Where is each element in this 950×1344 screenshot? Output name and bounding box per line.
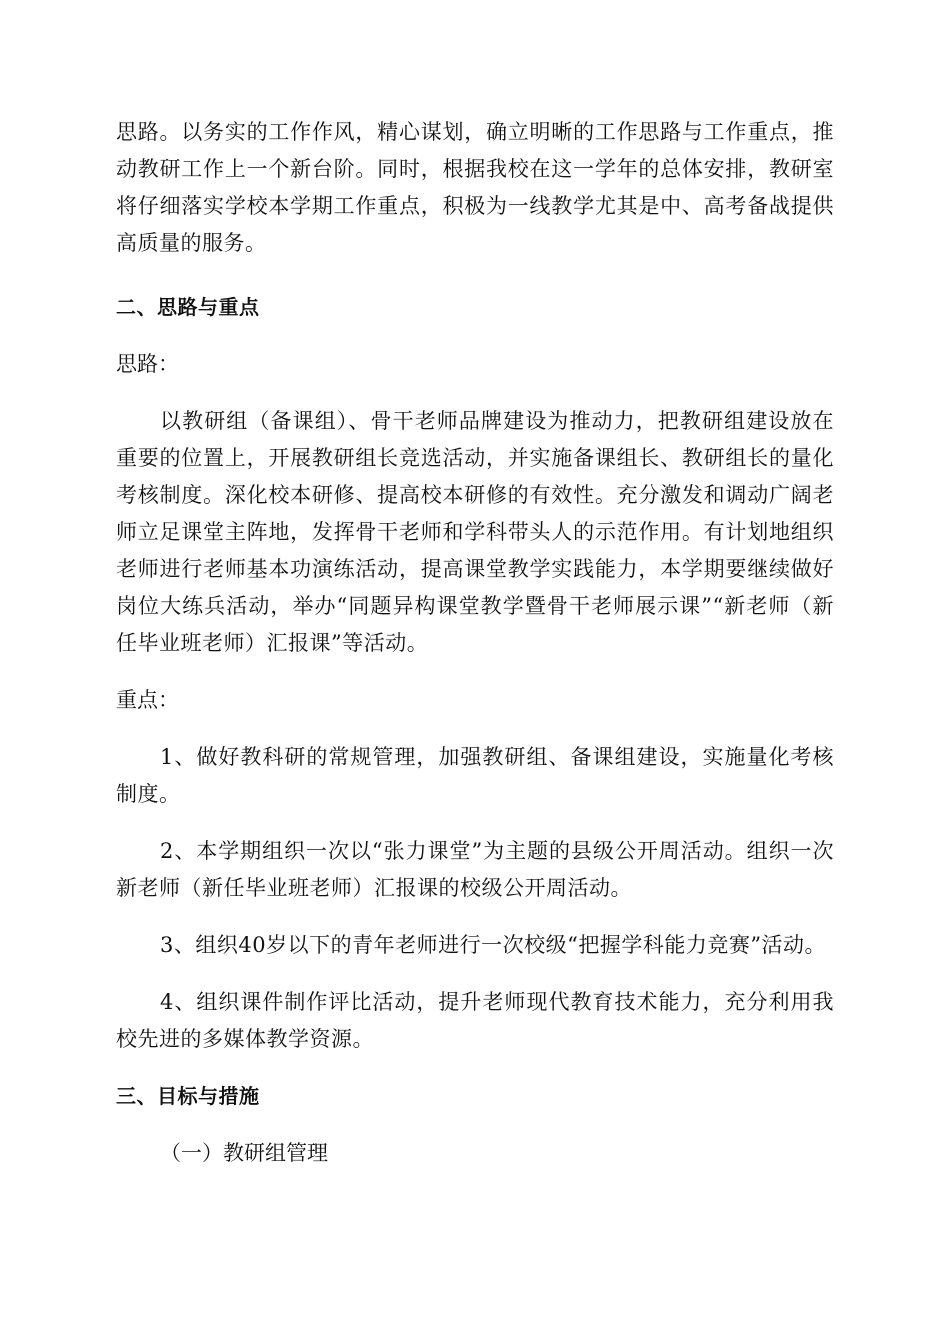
section-heading-goals-and-measures: 三、目标与措施: [116, 1084, 260, 1108]
focus-label: 重点：: [116, 688, 179, 712]
intro-paragraph: 思路。以务实的工作作风，精心谋划，确立明晰的工作思路与工作重点，推动教研工作上一个新台阶。同时，根据我校在这一学年的总体安排，教研室将仔细落实学校本学期工作重点，积极为一线教学尤其是中、高考备战提供高质量的服务。: [116, 120, 834, 255]
focus-item-4: 4、组织课件制作评比活动，提升老师现代教育技术能力，充分利用我校先进的多媒体教学资源。: [116, 990, 834, 1051]
focus-item-1: 1、做好教科研的常规管理，加强教研组、备课组建设，实施量化考核制度。: [116, 745, 834, 806]
document-page: [116, 114, 834, 1172]
section-heading-thinking-and-focus: 二、思路与重点: [116, 295, 260, 319]
focus-item-3: 3、组织40岁以下的青年老师进行一次校级“把握学科能力竞赛”活动。: [160, 933, 827, 957]
subsection-heading-teaching-group-management: （一）教研组管理: [160, 1141, 328, 1165]
thinking-paragraph: 以教研组（备课组）、骨干老师品牌建设为推动力，把教研组建设放在重要的位置上，开展教研组长竞选活动，并实施备课组长、教研组长的量化考核制度。深化校本研修、提高校本研修的有效性。充分激发和调动广阔老师立足课堂主阵地，发挥骨干老师和学科带头人的示范作用。有计划地组织老师进行老师基本功演练活动，提高课堂教学实践能力，本学期要继续做好岗位大练兵活动，举办“同题异构课堂教学暨骨干老师展示课”“新老师（新任毕业班老师）汇报课”等活动。: [116, 409, 834, 655]
thinking-label: 思路：: [116, 352, 179, 376]
focus-item-2: 2、本学期组织一次以“张力课堂”为主题的县级公开周活动。组织一次新老师（新任毕业班老师）汇报课的校级公开周活动。: [116, 839, 834, 900]
